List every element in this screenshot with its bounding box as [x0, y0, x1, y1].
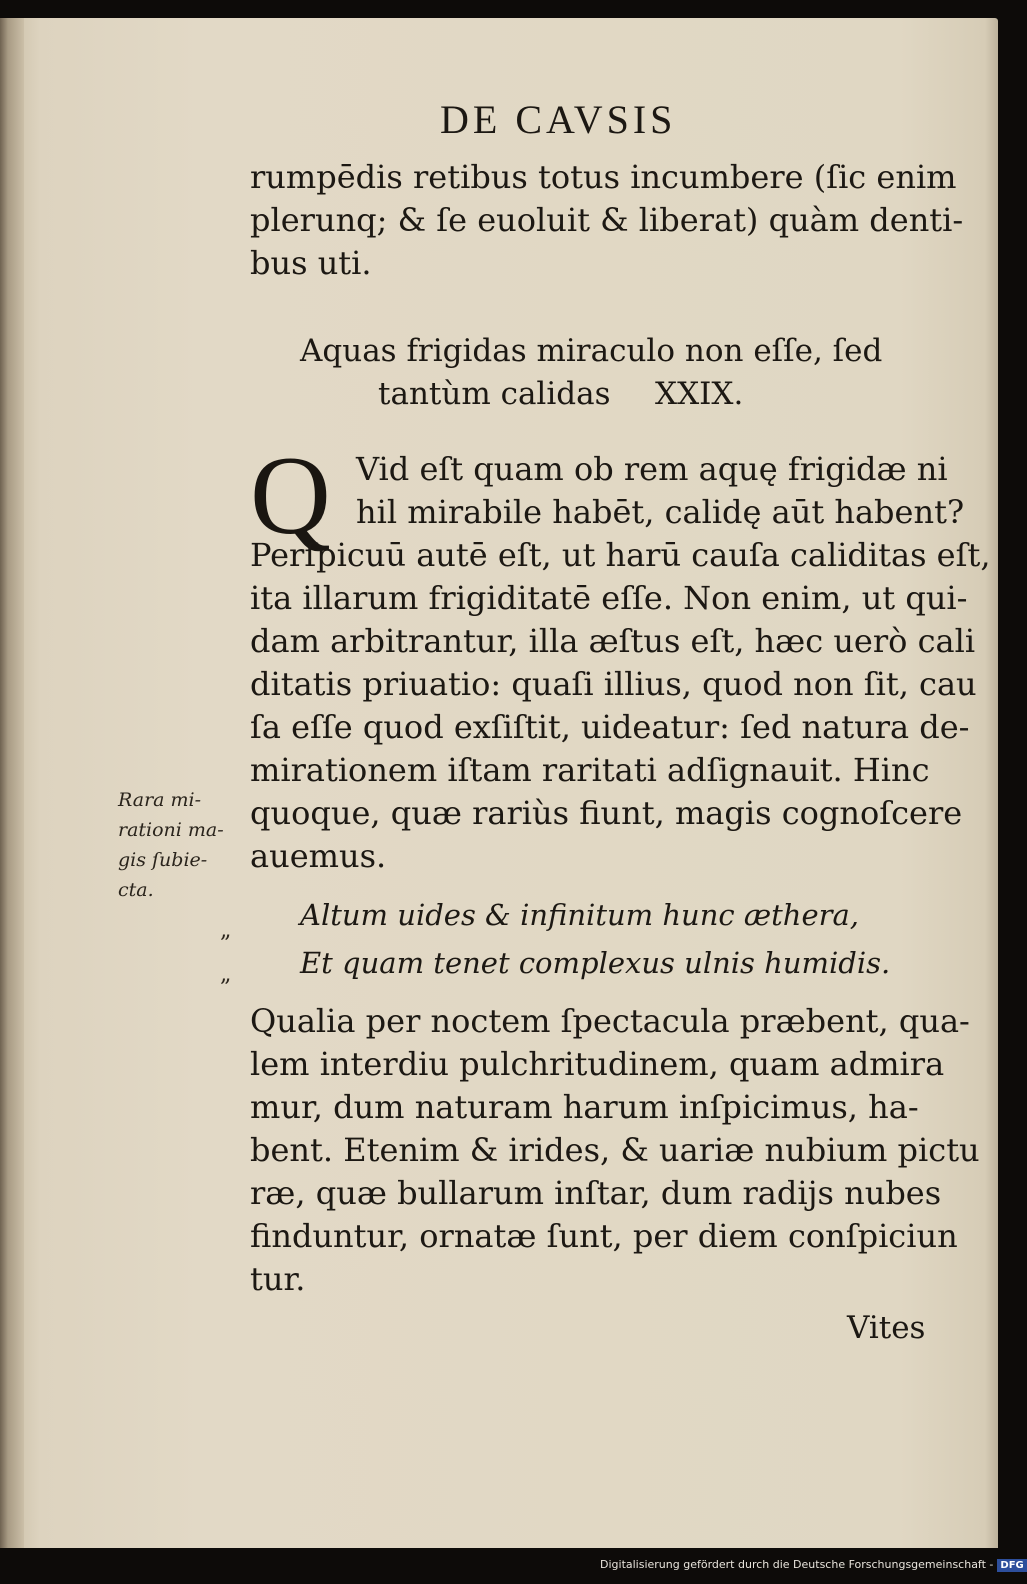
catchword: Vites: [847, 1310, 926, 1346]
margin-note-line: rationi ma-: [118, 819, 224, 841]
section-heading-line1: Aquas frigidas miraculo non eſſe, ſed: [300, 333, 883, 369]
dropcap-line: Vid eſt quam ob rem aquę frigidæ ni: [356, 450, 948, 488]
margin-note-line: cta.: [118, 879, 154, 901]
quote-mark: „: [220, 918, 232, 943]
verse-line: Altum uides & infinitum hunc æthera,: [300, 898, 859, 932]
verse-line: Et quam tenet complexus ulnis humidis.: [300, 946, 891, 980]
running-head: DE CAVSIS: [440, 97, 677, 142]
body-line: mirationem iſtam raritati adſignauit. Hinc: [250, 751, 930, 789]
section-heading-line2: tantùm calidas: [378, 376, 611, 412]
closing-line: tur.: [250, 1260, 306, 1298]
body-line: ſa eſſe quod exſiſtit, uideatur: ſed natura de-: [250, 708, 970, 746]
closing-line: bent. Etenim & irides, & uariæ nubium pictu: [250, 1131, 980, 1169]
opening-line: plerunq; & ſe euoluit & liberat) quàm denti-: [250, 201, 964, 239]
section-number: XXIX.: [655, 376, 744, 412]
quote-mark: „: [220, 962, 232, 987]
body-line: dam arbitrantur, illa æſtus eſt, hæc uerò cali: [250, 622, 976, 660]
dfg-logo: DFG: [997, 1559, 1026, 1572]
body-line: Perſpicuū autē eſt, ut harū cauſa caliditas eſt,: [250, 536, 991, 574]
opening-line: rumpēdis retibus totus incumbere (ſic enim: [250, 158, 957, 196]
margin-note-line: Rara mi-: [118, 789, 202, 811]
closing-line: lem interdiu pulchritudinem, quam admira: [250, 1045, 945, 1083]
margin-note-line: gis ſubie-: [118, 849, 208, 871]
closing-line: finduntur, ornatæ ſunt, per diem conſpiciun: [250, 1217, 958, 1255]
body-line: ita illarum frigiditatē eſſe. Non enim, ut qui-: [250, 579, 968, 617]
dropcap-line: hil mirabile habēt, calidę aūt habent?: [356, 493, 965, 531]
body-line: ditatis priuatio: quaſi illius, quod non ſit, cau: [250, 665, 977, 703]
body-line: quoque, quæ rariùs fiunt, magis cognoſcere: [250, 794, 963, 832]
opening-line: bus uti.: [250, 244, 372, 282]
closing-line: Qualia per noctem ſpectacula præbent, qua-: [250, 1002, 970, 1040]
closing-line: ræ, quæ bullarum inſtar, dum radijs nubes: [250, 1174, 942, 1212]
footer-text: Digitalisierung gefördert durch die Deutsche Forschungsgemeinschaft -: [600, 1558, 994, 1571]
drop-capital: Q: [250, 434, 331, 558]
closing-line: mur, dum naturam harum inſpicimus, ha-: [250, 1088, 919, 1126]
body-line: auemus.: [250, 837, 387, 875]
page-gutter: [0, 18, 24, 1548]
digitization-footer: [600, 1558, 1027, 1572]
